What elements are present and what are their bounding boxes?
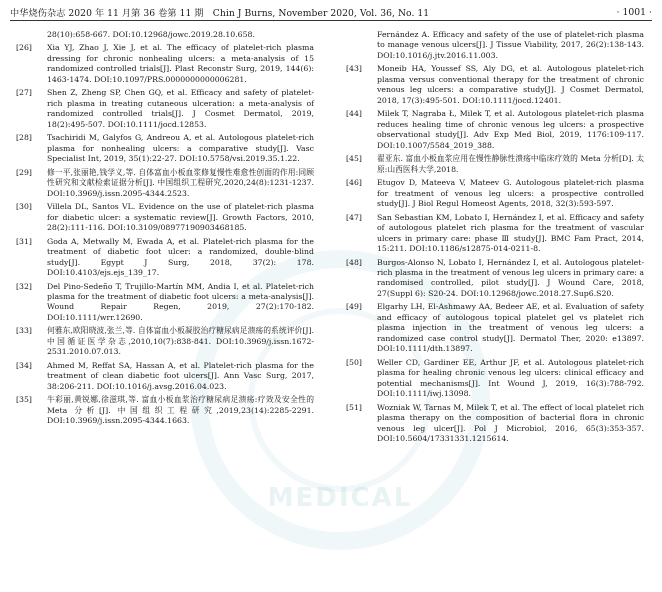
reference-number: [28] bbox=[16, 133, 32, 143]
reference-continuation: 28(10):658-667. DOI:10.12968/jowc.2019.28.10.658. bbox=[47, 30, 255, 39]
reference-number: [45] bbox=[346, 154, 362, 164]
reference-text: San Sebastian KM, Lobato I, Hernández I, et al. Efficacy and safety of autologous platelet rich plasma for the treatment of vascular ulcers in primary care: phase Ⅲ study[J]. BMC Fam Pract, 2014, 15:211. DOI:10.1186/s12875-014-0211-8. bbox=[377, 212, 644, 253]
reference-text: Xia YJ, Zhao J, Xie J, et al. The efficacy of platelet-rich plasma dressing for chronic nonhealing ulcers: a meta-analysis of 15 randomized controlled trials[J]. Plast Reconstr Surg, 2019, 144(6): 1463-1474. DOI:10.1097/PRS.0000000000006281. bbox=[47, 43, 314, 84]
reference-number: [50] bbox=[346, 357, 362, 367]
reference-number: [30] bbox=[16, 202, 32, 212]
reference-entry bbox=[16, 168, 314, 199]
reference-number: [51] bbox=[346, 402, 362, 412]
reference-entry bbox=[346, 178, 644, 209]
reference-text: Tsachiridi M, Galyfos G, Andreou A, et al. Autologous platelet-rich plasma for nonhealing ulcers: a comparative study[J]. Vasc Specialist Int, 2019, 35(1):22-27. DOI:10.5758/vsi.2019.35.1.22. bbox=[47, 133, 314, 164]
watermark-text: MEDICAL bbox=[267, 483, 413, 513]
reference-entry bbox=[16, 88, 314, 130]
reference-text: Shen Z, Zheng SP, Chen GQ, et al. Efficacy and safety of platelet-rich plasma in treating cutaneous ulceration: a meta-analysis of randomized controlled trials[J]. J Cosmet Dermatol, 2019, 18(2):495-507. DOI:10.1111/jocd.12853. bbox=[47, 88, 314, 129]
reference-entry bbox=[346, 258, 644, 300]
reference-text: 何雅东,欧阳晓波,张兰,等. 自体富血小板凝胶治疗糖尿病足溃疡的系统评价[J]. 中国循证医学杂志,2010,10(7):838-841. DOI:10.3969/j.issn.1672-2531.2010.07.013. bbox=[47, 326, 314, 357]
reference-number: [49] bbox=[346, 302, 362, 312]
left-reference-list bbox=[16, 43, 314, 426]
reference-text: Burgos-Alonso N, Lobato I, Hernández I, et al. Autologous platelet-rich plasma in the treatment of venous leg ulcers in primary care: a randomised controlled, pilot study[J]. J Wound Care, 2018, 27(Suppl 6): S20-24. DOI:10.12968/jowc.2018.27.Sup6.S20. bbox=[377, 257, 644, 298]
reference-text: 牛彩丽,黄锐娜,徐滋琪,等. 富血小板血浆治疗糖尿病足溃疡:疗效及安全性的 Meta 分析[J]. 中国组织工程研究,2019,23(14):2285-2291. DOI:10.3969/j.issn.2095-4344.1663. bbox=[47, 395, 314, 426]
reference-continuation: Fernández A. Efficacy and safety of the use of platelet-rich plasma to manage venous ulcers[J]. J Tissue Viability, 2017, 26(2):138-143. DOI:10.1016/j.jtv.2016.11.003. bbox=[377, 30, 644, 60]
reference-entry bbox=[346, 403, 644, 445]
journal-citation-header: 中华烧伤杂志 2020 年 11 月第 36 卷第 11 期 Chin J Burns, November 2020, Vol. 36, No. 11 bbox=[10, 8, 430, 19]
reference-entry bbox=[16, 133, 314, 164]
reference-number: [31] bbox=[16, 236, 32, 246]
reference-text: 翟亚东. 富血小板血浆应用在慢性静脉性溃疡中临床疗效的 Meta 分析[D]. 太原:山西医科大学,2018. bbox=[377, 154, 644, 174]
reference-entry bbox=[346, 213, 644, 255]
reference-entry bbox=[346, 358, 644, 400]
reference-entry bbox=[16, 395, 314, 426]
reference-entry bbox=[16, 202, 314, 233]
reference-text: Etugov D, Mateeva V, Mateev G. Autologous platelet-rich plasma for treatment of venous leg ulcers: a prospective controlled study[J]. J Biol Regul Homeost Agents, 2018, 32(3):593-597. bbox=[377, 178, 644, 209]
header-divider bbox=[10, 20, 652, 21]
right-reference-list bbox=[346, 64, 644, 444]
reference-number: [27] bbox=[16, 88, 32, 98]
reference-entry bbox=[16, 361, 314, 392]
reference-number: [43] bbox=[346, 64, 362, 74]
reference-text: Elgarhy LH, El-Ashmawy AA, Bedeer AE, et al. Evaluation of safety and efficacy of autologous topical platelet gel vs platelet rich plasma injection in the treatment of venous leg ulcers: a randomized case control study[J]. Dermatol Ther, 2020: e13897. DOI:10.1111/dth.13897. bbox=[377, 302, 644, 354]
reference-number: [34] bbox=[16, 360, 32, 370]
reference-number: [48] bbox=[346, 257, 362, 267]
reference-number: [35] bbox=[16, 395, 32, 405]
reference-entry bbox=[16, 237, 314, 279]
reference-number: [29] bbox=[16, 167, 32, 177]
reference-number: [47] bbox=[346, 212, 362, 222]
reference-text: Goda A, Metwally M, Ewada A, et al. Platelet-rich plasma for the treatment of diabetic foot ulcer: a randomized, double-blind study[J]. Egypt J Surg, 2018, 37(2): 178. DOI:10.4103/ejs.ejs_139_17. bbox=[47, 236, 314, 277]
reference-number: [26] bbox=[16, 43, 32, 53]
reference-text: Wozniak W, Tarnas M, Milek T, et al. The effect of local platelet rich plasma therapy on the composition of bacterial flora in chronic venous leg ulcer[J]. Pol J Microbiol, 2016, 65(3):353-357. DOI:10.5604/17331331.1215614. bbox=[377, 402, 644, 444]
reference-number: [33] bbox=[16, 326, 32, 336]
reference-text: Milek T, Nagraba Ł, Milek T, et al. Autologous platelet-rich plasma reduces healing time of chronic venous leg ulcers: a prospective observational study[J]. Adv Exp Med Biol, 2019, 1176:109-117. DOI:10.1007/5584_2019_388. bbox=[377, 109, 644, 150]
reference-number: [44] bbox=[346, 109, 362, 119]
right-reference-column bbox=[346, 30, 644, 448]
reference-text: Ahmed M, Reffat SA, Hassan A, et al. Platelet-rich plasma for the treatment of clean diabetic foot ulcers[J]. Ann Vasc Surg, 2017, 38:206-211. DOI:10.1016/j.avsg.2016.04.023. bbox=[47, 360, 314, 391]
reference-text: Weller CD, Gardiner EE, Arthur JF, et al. Autologous platelet-rich plasma for healing chronic venous leg ulcers: clinical efficacy and potential mechanisms[J]. Int Wound J, 2019, 16(3):788-792. DOI:10.1111/iwj.13098. bbox=[377, 357, 644, 399]
reference-entry bbox=[16, 326, 314, 357]
reference-number: [46] bbox=[346, 178, 362, 188]
reference-number: [32] bbox=[16, 281, 32, 291]
reference-text: Moneib HA, Youssef SS, Aly DG, et al. Autologous platelet-rich plasma versus conventional therapy for the treatment of chronic venous leg ulcers: a comparative study[J]. J Cosmet Dermatol, 2018, 17(3):495-501. DOI:10.1111/jocd.12401. bbox=[377, 64, 644, 105]
reference-text: Villela DL, Santos VL. Evidence on the use of platelet-rich plasma for diabetic ulcer: a systematic review[J]. Growth Factors, 2010, 28(2):111-116. DOI:10.3109/08977190903468185. bbox=[47, 202, 314, 233]
reference-text: Del Pino-Sedeño T, Trujillo-Martín MM, Andia I, et al. Platelet-rich plasma for the treatment of diabetic foot ulcers: a meta-analysis[J]. Wound Repair Regen, 2019, 27(2):170-182. DOI:10.1111/wrr.12690. bbox=[47, 281, 314, 322]
reference-entry bbox=[346, 109, 644, 151]
page-number: · 1001 · bbox=[616, 6, 652, 18]
running-header bbox=[10, 4, 652, 20]
left-reference-column bbox=[16, 30, 314, 430]
reference-entry bbox=[346, 154, 644, 175]
reference-entry bbox=[16, 282, 314, 324]
reference-entry bbox=[346, 302, 644, 354]
reference-entry bbox=[16, 43, 314, 85]
reference-text: 修一平,张丽艳,钱学义,等. 自体富血小板血浆修复慢性难愈性创面的作用:同顾性研究和文献检索证据分析[J]. 中国组织工程研究,2020,24(8):1231-1237. DOI:10.3969/j.issn.2095-4344.2523. bbox=[47, 167, 314, 198]
reference-entry bbox=[346, 64, 644, 106]
